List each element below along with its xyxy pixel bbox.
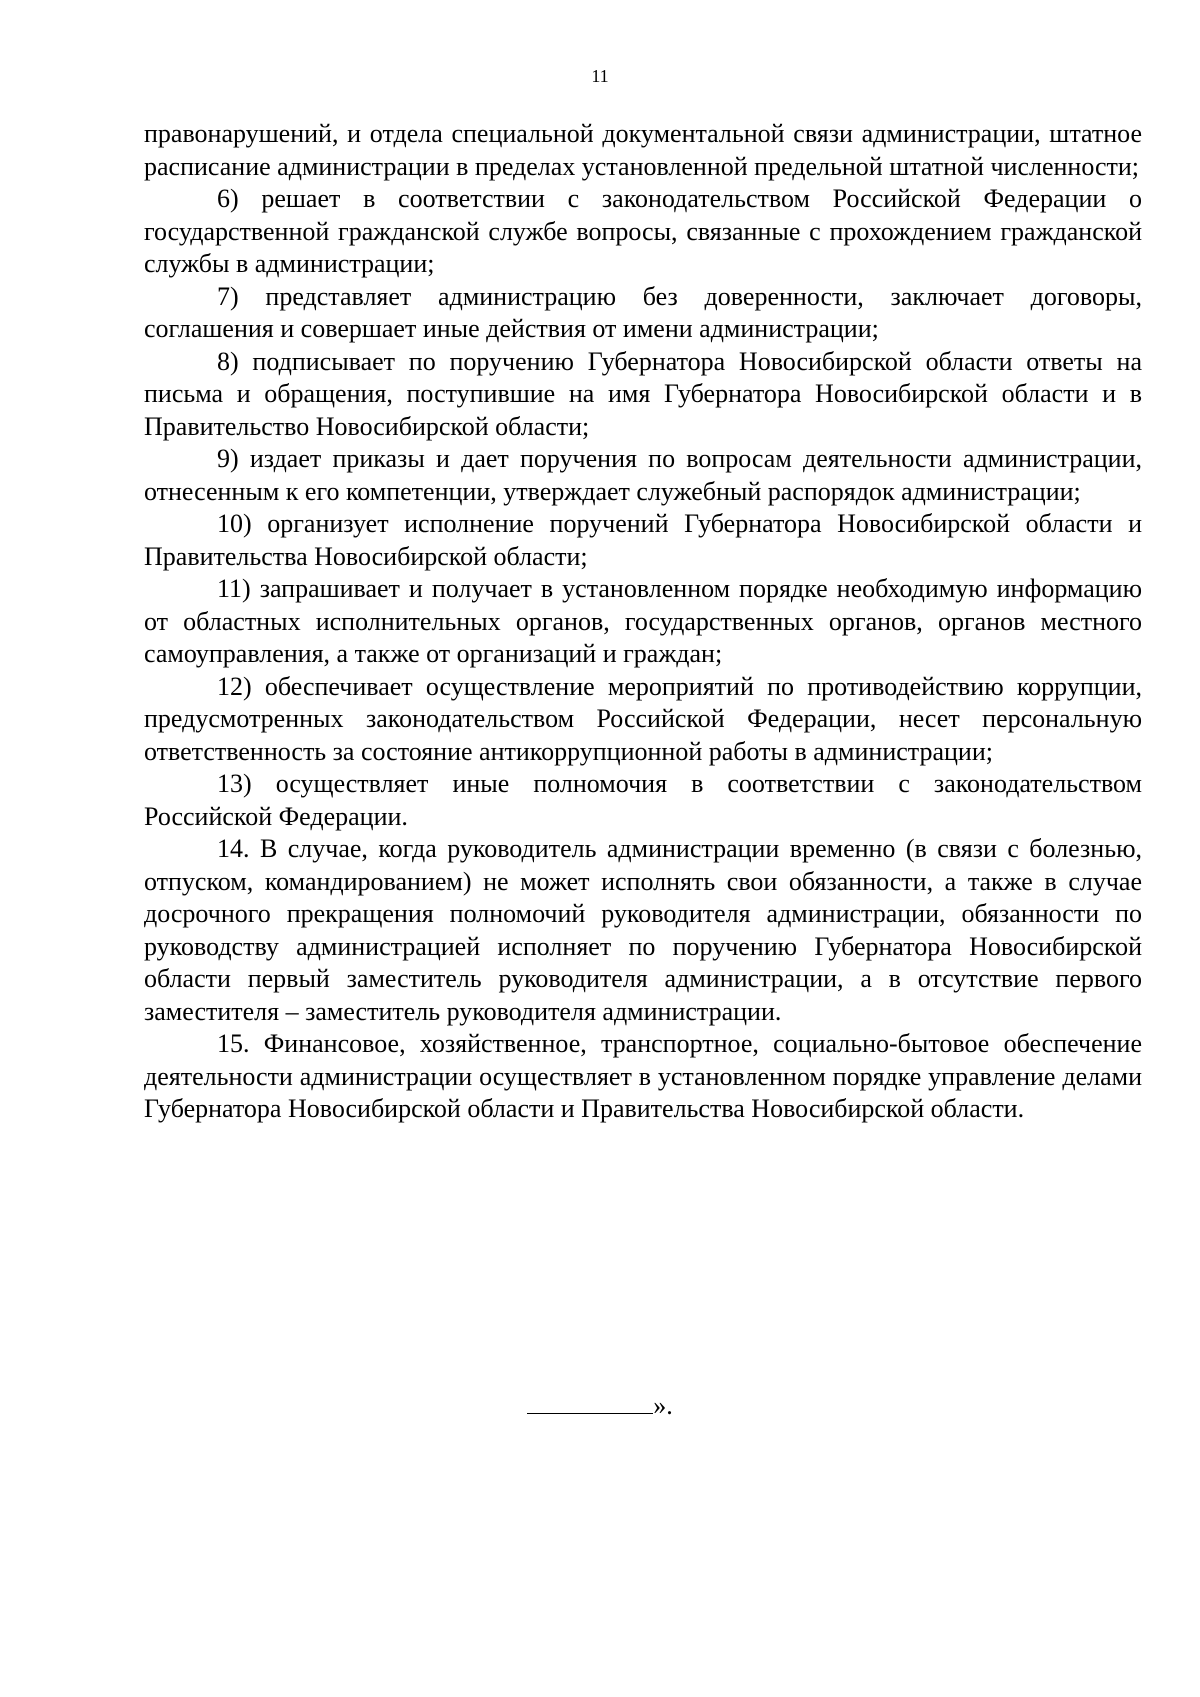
end-underline [527,1391,653,1414]
paragraph-continuation: правонарушений, и отдела специальной документальной связи администрации, штатное расписание администрации в пределах установленной предельной штатной численности; [144,119,1142,181]
paragraph-item-11: 11) запрашивает и получает в установленном порядке необходимую информацию от областных исполнительных органов, государственных органов, органов местного самоуправления, а также от организаций и граждан; [144,574,1142,668]
paragraph-item-9: 9) издает приказы и дает поручения по вопросам деятельности администрации, отнесенным к его компетенции, утверждает служебный распорядок администрации; [144,444,1142,506]
paragraph-item-12: 12) обеспечивает осуществление мероприятий по противодействию коррупции, предусмотренных законодательством Российской Федерации, несет персональную ответственность за состояние антикоррупционной работы в администрации; [144,671,1142,766]
end-closing-quote: ». [653,1391,673,1420]
paragraph-item-13: 13) осуществляет иные полномочия в соответствии с законодательством Российской Федерации. [144,769,1142,831]
document-body [144,118,1142,1126]
paragraph-item-7: 7) представляет администрацию без доверенности, заключает договоры, соглашения и совершает иные действия от имени администрации; [144,281,1142,343]
paragraph-item-10: 10) организует исполнение поручений Губернатора Новосибирской области и Правительства Новосибирской области; [144,509,1142,571]
document-end-mark [0,1390,1200,1422]
paragraph-item-6: 6) решает в соответствии с законодательством Российской Федерации о государственной гражданской службе вопросы, связанные с прохождением гражданской службы в администрации; [144,184,1142,278]
paragraph-item-8: 8) подписывает по поручению Губернатора Новосибирской области ответы на письма и обращения, поступившие на имя Губернатора Новосибирской области и в Правительство Новосибирской области; [144,346,1142,441]
page-number: 11 [591,66,609,86]
paragraph-clause-15: 15. Финансовое, хозяйственное, транспортное, социально-бытовое обеспечение деятельности администрации осуществляет в установленном порядке управление делами Губернатора Новосибирской области и Правительства Новосибирской области. [144,1029,1142,1123]
paragraph-clause-14: 14. В случае, когда руководитель администрации временно (в связи с болезнью, отпуском, командированием) не может исполнять свои обязанности, а также в случае досрочного прекращения полномочий руководителя администрации, обязанности по руководству администрацией исполняет по поручению Губернатора Новосибирской области первый заместитель руководителя администрации, а в отсутствие первого заместителя – заместитель руководителя администрации. [144,834,1142,1026]
